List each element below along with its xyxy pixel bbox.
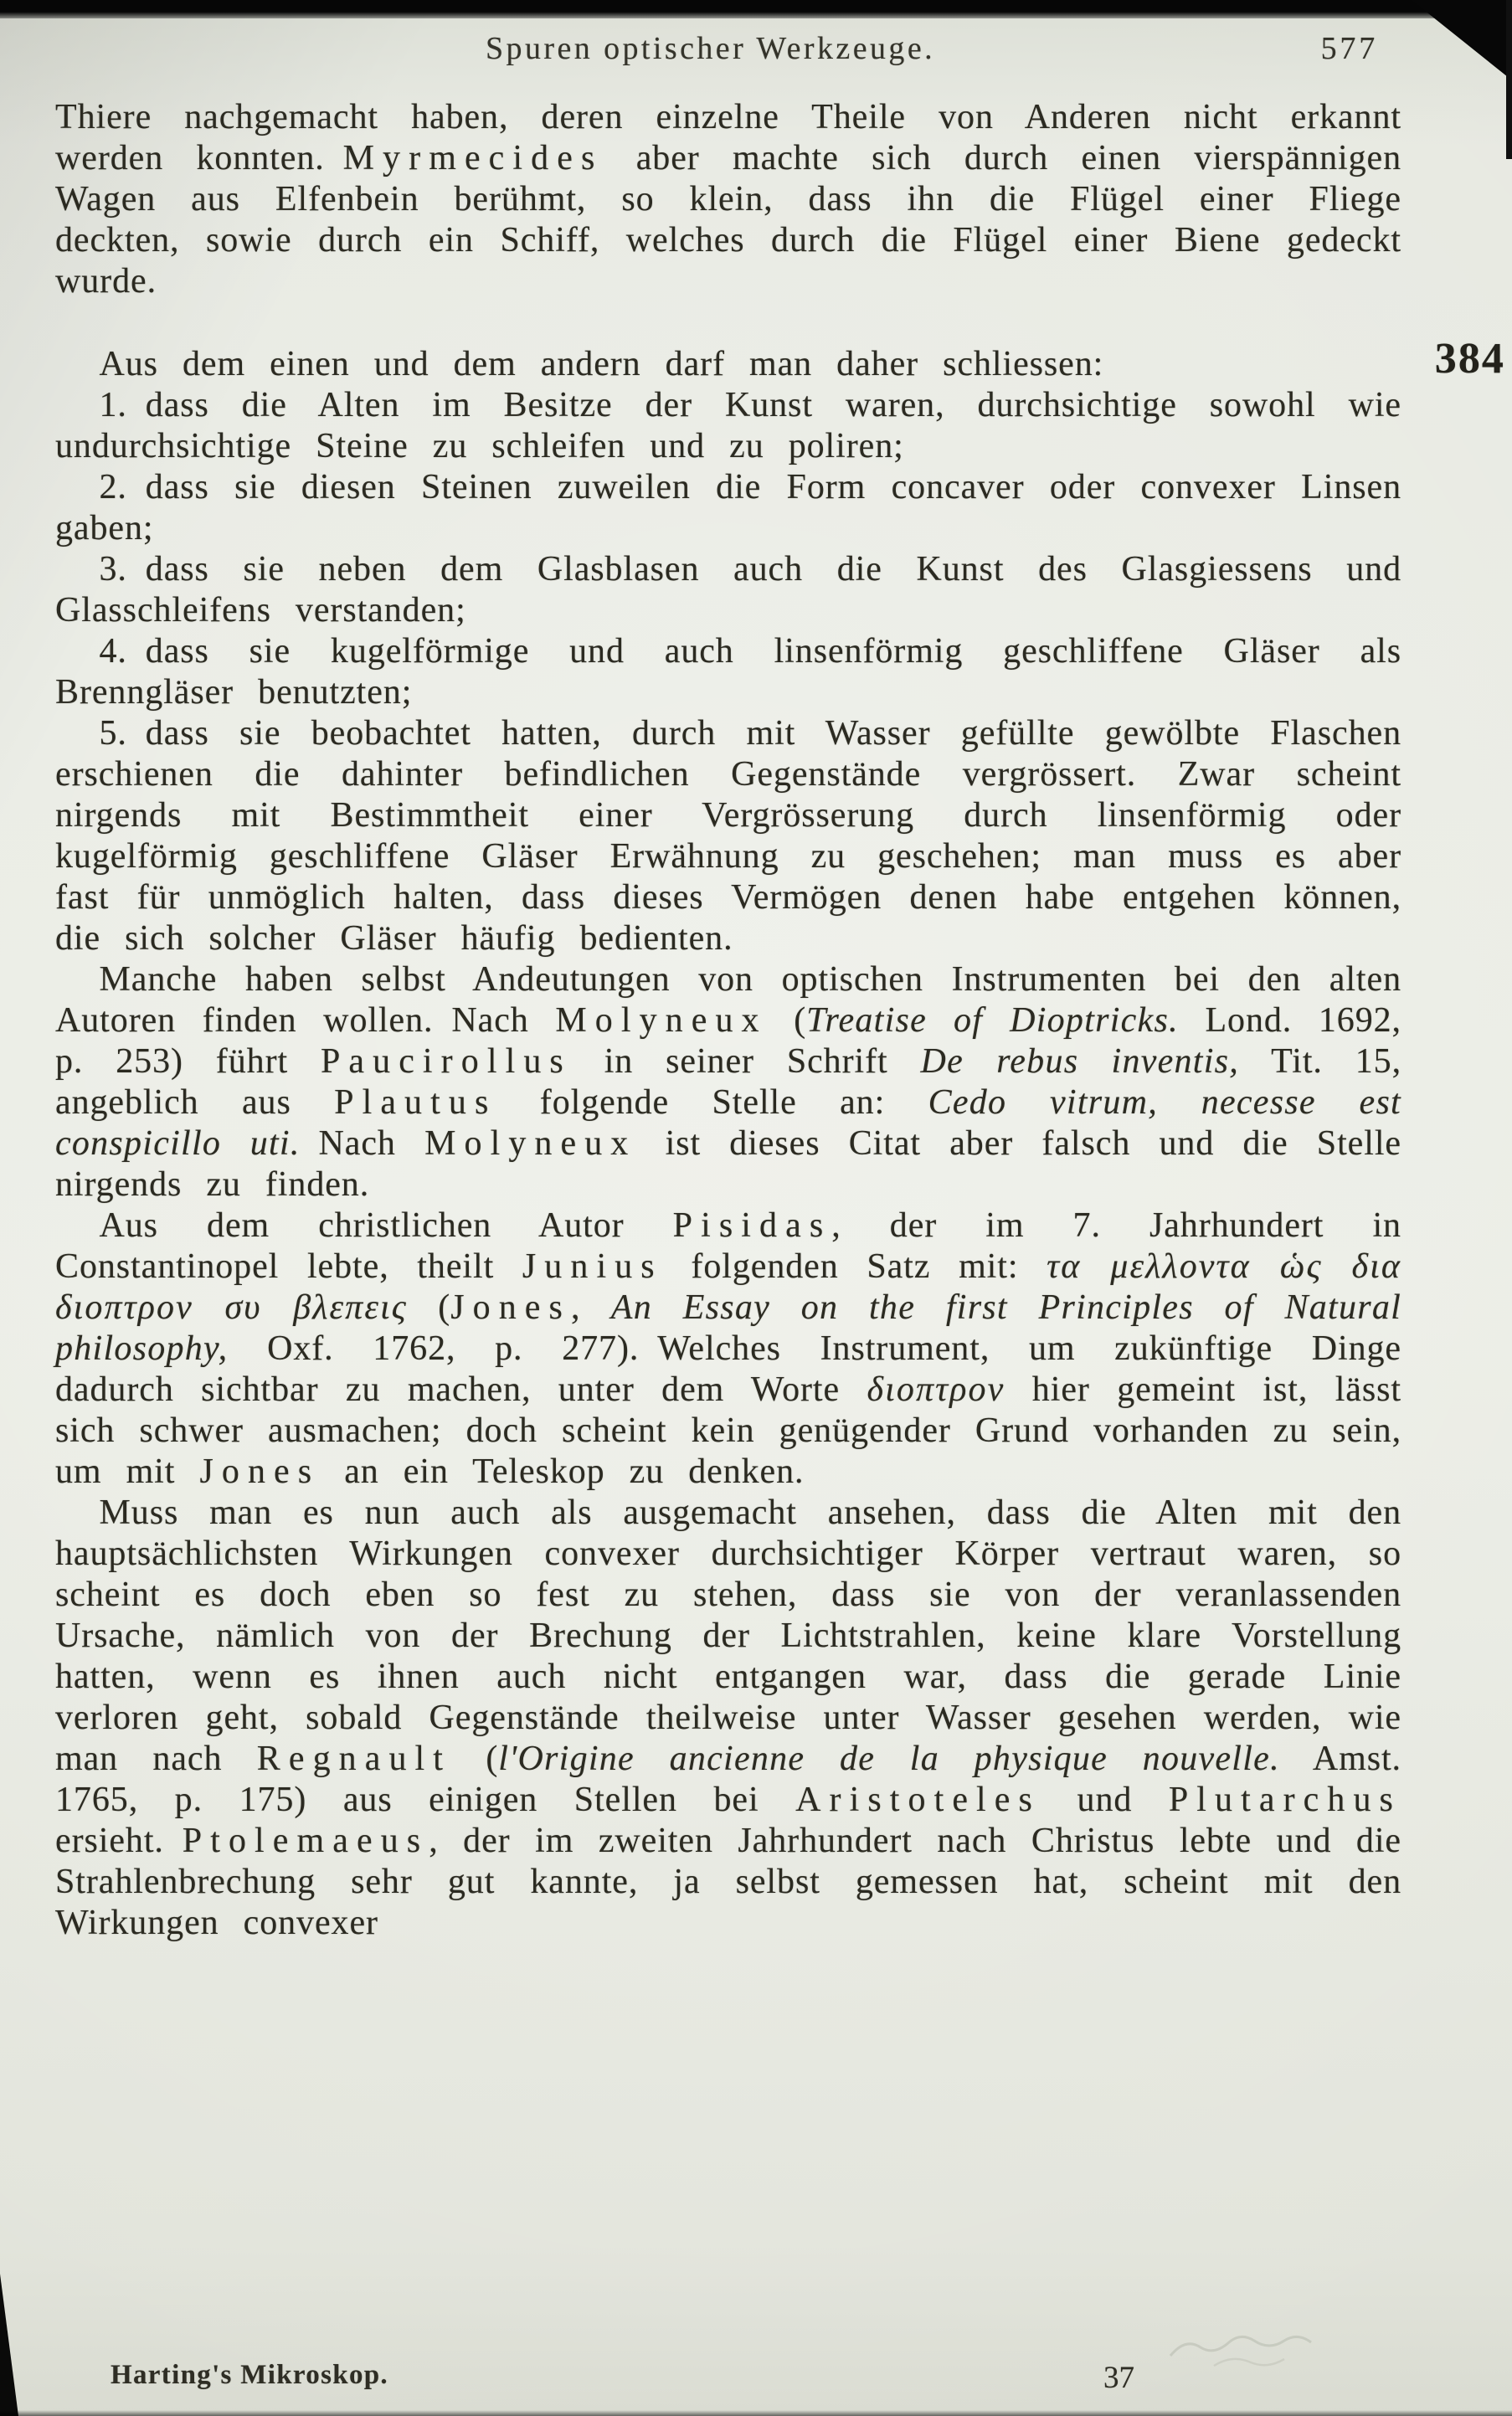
text-run: 2. dass sie diesen Steinen zuweilen die Form concaver oder convexer Linsen gaben; [55,468,1401,547]
text-run: hier gemeint ist, lässt sich schwer ausmachen; doch scheint kein genügender Grund vorhanden zu sein, um mit [55,1370,1401,1491]
italic-text-run: l'Origine ancienne de la physique nouvelle. [498,1740,1280,1778]
paragraph [55,97,1401,302]
paragraph [55,713,1401,959]
text-run: ( [407,1288,451,1327]
text-run: an ein Teleskop zu denken. [320,1452,805,1491]
text-run: Muss man es nun auch als ausgemacht ansehen, dass die Alten mit den hauptsächlichsten Wirkungen convexer durchsichtiger Körper vertraut waren, so scheint es doch eben so fest zu stehen, dass sie von der veranlassenden Ursache, nämlich von der Brechung der Lichtstrahlen, keine klare Vorstellung hatten, wenn es ihnen auch nicht entgangen war, dass die gerade Linie verloren geht, sobald Gegenstände theilweise unter Wasser gesehen werden, wie man nach [55,1493,1401,1778]
paragraph [55,959,1401,1205]
footer-signature: Harting's Mikroskop. [111,2360,389,2390]
text-run: Nach [300,1124,425,1163]
italic-text-run: Cedo vitrum, necesse est conspicillo uti. [55,1083,1401,1163]
paragraph [55,1493,1401,1944]
scan-edge-top [0,0,1512,18]
text-run: 4. dass sie kugelförmige und auch linsenförmig geschliffene Gläser als Brenngläser benutzten; [55,632,1401,712]
spaced-text-run: Myrmecides [342,139,604,177]
text-run: Oxf. 1762, p. 277). Welches Instrument, um zukünftige Dinge dadurch sichtbar zu machen, unter dem Worte [55,1329,1401,1409]
paragraph [55,549,1401,631]
margin-section-number: 384 [1434,335,1505,383]
footer-sheet-number: 37 [1103,2361,1134,2395]
italic-text-run: An Essay on the first Principles of Natural philosophy, [55,1288,1402,1368]
text-run: 1. dass die Alten im Besitze der Kunst waren, durchsichtige sowohl wie undurchsichtige Steine zu schleifen und zu poliren; [55,386,1401,465]
italic-text-run: Treatise of Dioptricks. [806,1001,1179,1040]
spaced-text-run: Molyneux [424,1124,637,1163]
scan-corner-top-right [1412,0,1512,80]
text-run: Tit. 15, angeblich aus [55,1042,1402,1122]
spaced-text-run: Aristoteles [795,1781,1041,1819]
text-run: in seiner Schrift [571,1042,921,1081]
text-run: und [1040,1781,1169,1819]
text-run: ( [767,1001,807,1040]
spaced-text-run: Regnault [256,1740,452,1778]
italic-text-run: De rebus inventis, [920,1042,1240,1081]
text-run: folgende Stelle an: [496,1083,928,1122]
spaced-text-run: Paucirollus [320,1042,572,1081]
paragraph [55,631,1401,713]
text-run: Manche haben selbst Andeutungen von optischen Instrumenten bei den alten Autoren finden wollen. Nach [55,960,1401,1040]
text-run: 3. dass sie neben dem Glasblasen auch die Kunst des Glasgiessens und Glasschleifens verstanden; [55,550,1401,630]
text-block [55,97,1505,1944]
text-run: folgenden Satz mit: [662,1247,1047,1286]
text-run: Lond. 1692, p. 253) führt [55,1001,1401,1081]
greek-text-run: διοπτρον [867,1370,1005,1409]
text-run: , der im 7. Jahrhundert in Constantinopel lebte, theilt [55,1206,1401,1286]
spaced-text-run: Jones [450,1288,571,1327]
scan-edge-bottom [0,2410,1512,2416]
text-run: , [570,1288,611,1327]
text-run: aber machte sich durch einen vierspännigen Wagen aus Elfenbein berühmt, so klein, dass ihn die Flügel einer Fliege deckten, sowie durch ein Schiff, welches durch die Flügel einer Biene gedeckt wurde. [55,139,1401,301]
greek-text-run: τα μελλοντα ὡς δια διοπτρον συ βλεπεις [55,1247,1401,1327]
text-run: Aus dem christlichen Autor [99,1206,673,1245]
spaced-text-run: Ptolemaeus [182,1822,429,1860]
paragraph [55,335,1505,385]
spaced-text-run: Plautus [334,1083,497,1122]
text-run: ist dieses Citat aber falsch und die Stelle nirgends zu finden. [55,1124,1401,1204]
running-title: Spuren optischer Werkzeuge. [485,31,936,66]
text-run: Aus dem einen und dem andern darf man daher schliessen: [99,345,1104,383]
text-run: ( [451,1740,499,1778]
spaced-text-run: Pisidas [672,1206,832,1245]
page-footer [0,2352,1512,2399]
paragraph [55,467,1401,549]
spaced-text-run: Jones [199,1452,321,1491]
text-run: ersieht. [55,1822,183,1860]
page-number: 577 [1320,31,1378,66]
spaced-text-run: Plutarchus [1168,1781,1401,1819]
spaced-text-run: Molyneux [555,1001,768,1040]
text-run: Thiere nachgemacht haben, deren einzelne Theile von Anderen nicht erkannt werden konnten. [55,98,1401,177]
scan-edge-right [1506,0,1512,159]
paragraph [55,385,1401,467]
spaced-text-run: Junius [522,1247,663,1286]
text-run: Amst. 1765, p. 175) aus einigen Stellen bei [55,1740,1401,1819]
text-run: , der im zweiten Jahrhundert nach Christus lebte und die Strahlenbrechung sehr gut kannte, ja selbst gemessen hat, scheint mit den Wirkungen convexer [55,1822,1401,1942]
text-run: 5. dass sie beobachtet hatten, durch mit Wasser gefüllte gewölbte Flaschen erschienen die dahinter befindlichen Gegenstände vergrössert. Zwar scheint nirgends mit Bestimmtheit einer Vergrösserung durch linsenförmig oder kugelförmig geschliffene Gläser Erwähnung zu geschehen; man muss es aber fast für unmöglich halten, dass dieses Vermögen denen habe entgehen können, die sich solcher Gläser häufig bedienten. [55,714,1401,958]
paragraph [55,1205,1401,1493]
page-header [55,30,1401,75]
